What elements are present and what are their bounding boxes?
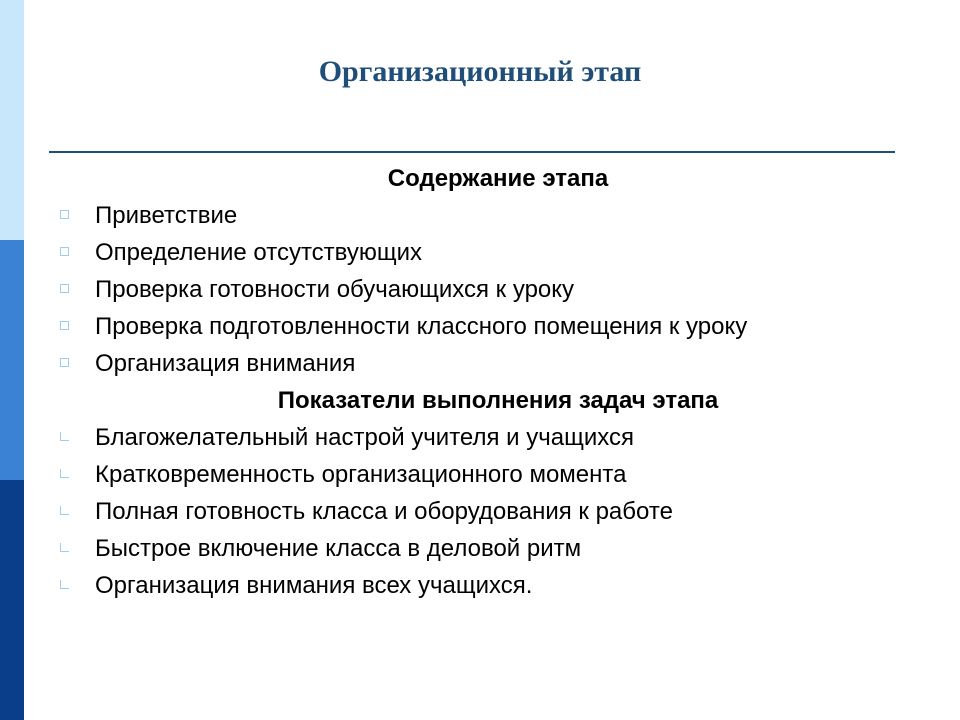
list-item xyxy=(56,201,747,238)
list-item-text: Полная готовность класса и оборудования к работе xyxy=(95,498,673,525)
hollow-square-bullet-icon xyxy=(60,284,69,293)
list-item xyxy=(56,534,673,571)
hollow-square-bullet-icon xyxy=(60,247,69,256)
corner-bracket-bullet-icon xyxy=(60,506,69,515)
list-item-text: Приветствие xyxy=(95,202,238,229)
side-bar-mid-segment xyxy=(0,240,24,480)
list-item-text: Организация внимания xyxy=(95,350,356,377)
hollow-square-bullet-icon xyxy=(60,321,69,330)
corner-bracket-bullet-icon xyxy=(60,580,69,589)
slide-title: Организационный этап xyxy=(318,55,642,88)
list-item xyxy=(56,275,747,312)
list-item-text: Проверка готовности обучающихся к уроку xyxy=(95,276,575,303)
list-item xyxy=(56,423,673,460)
list-item xyxy=(56,571,673,608)
hollow-square-bullet-icon xyxy=(60,358,69,367)
list-item xyxy=(56,238,747,275)
corner-bracket-bullet-icon xyxy=(60,543,69,552)
hollow-square-bullet-icon xyxy=(60,210,69,219)
list-item xyxy=(56,497,673,534)
title-divider xyxy=(49,151,895,153)
list-item-text: Определение отсутствующих xyxy=(95,239,423,266)
list-item-text: Организация внимания всех учащихся. xyxy=(95,572,533,599)
content-bullet-list xyxy=(56,201,747,386)
corner-bracket-bullet-icon xyxy=(60,469,69,478)
section-heading-content: Содержание этапа xyxy=(387,165,609,192)
section-heading-indicators: Показатели выполнения задач этапа xyxy=(277,387,719,414)
list-item-text: Благожелательный настрой учителя и учащихся xyxy=(95,424,634,451)
corner-bracket-bullet-icon xyxy=(60,432,69,441)
list-item-text: Проверка подготовленности классного помещения к уроку xyxy=(95,313,748,340)
side-color-bar xyxy=(0,0,24,720)
side-bar-light-segment xyxy=(0,0,24,240)
list-item-text: Быстрое включение класса в деловой ритм xyxy=(95,535,582,562)
list-item xyxy=(56,349,747,386)
indicators-bullet-list xyxy=(56,423,673,608)
list-item xyxy=(56,312,747,349)
list-item-text: Кратковременность организационного момента xyxy=(95,461,627,488)
side-bar-dark-segment xyxy=(0,480,24,720)
list-item xyxy=(56,460,673,497)
